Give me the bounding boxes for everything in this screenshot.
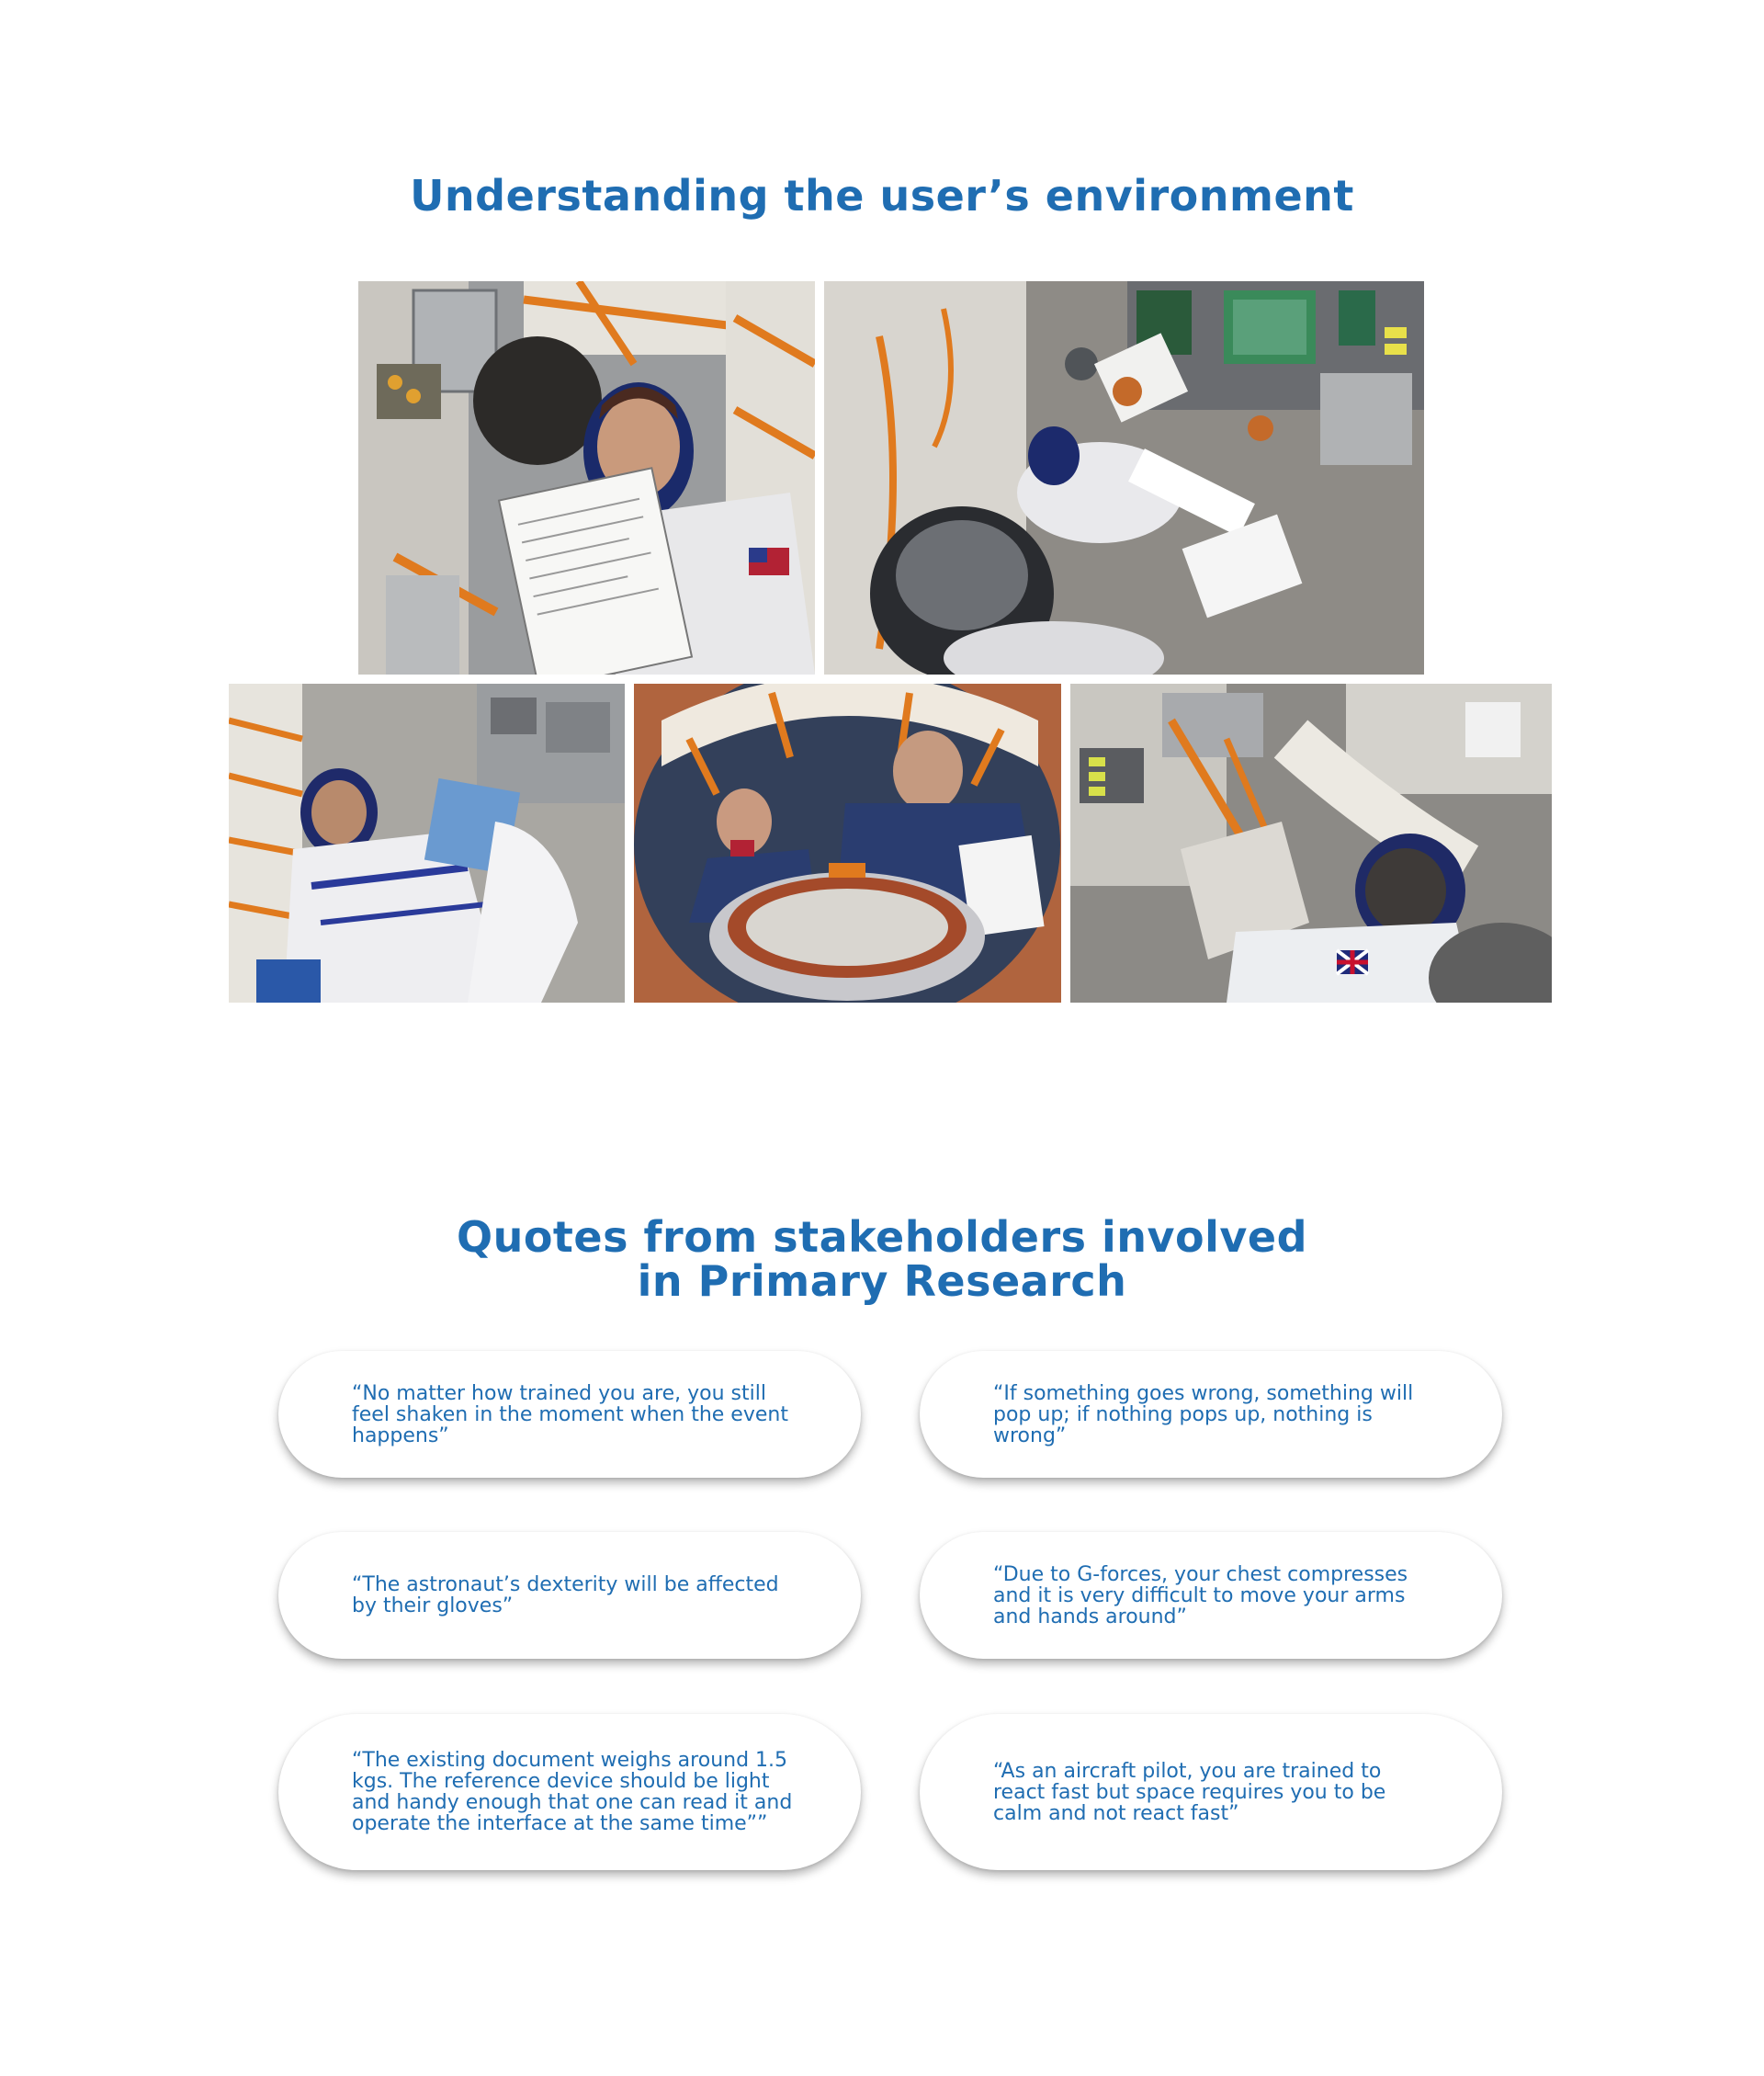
quote-card (278, 1351, 861, 1478)
section-title-environment: Understanding the user’s environment (410, 171, 1354, 221)
section-title-quotes (0, 1212, 1764, 1306)
quote-card (278, 1714, 861, 1870)
quote-text: “If something goes wrong, something will pop up; if nothing pops up, nothing is wrong” (993, 1381, 1414, 1447)
quote-text: “No matter how trained you are, you still feel shaken in the moment when the event happens” (352, 1381, 788, 1447)
astronaut-with-checklist-image (358, 281, 815, 675)
quote-text: “Due to G-forces, your chest compresses and it is very difficult to move your arms and hands around” (993, 1562, 1408, 1628)
section-title-quotes-line2: in Primary Research (637, 1256, 1127, 1306)
quote-card (920, 1351, 1502, 1478)
quote-card (920, 1532, 1502, 1659)
crew-at-hatch-image (634, 684, 1061, 1003)
quote-card (920, 1714, 1502, 1870)
quote-text: “The astronaut’s dexterity will be affected by their gloves” (352, 1573, 779, 1617)
quote-card (278, 1532, 861, 1659)
astronaut-reclined-in-seat-image (229, 684, 625, 1003)
quote-text: “As an aircraft pilot, you are trained to react fast but space requires you to be calm and not react fast” (993, 1759, 1386, 1825)
quote-text: “The existing document weighs around 1.5 kgs. The reference device should be light and handy enough that one can read it and operate the interface at the same time”” (352, 1749, 793, 1835)
cockpit-control-panel-image (824, 281, 1424, 675)
section-title-quotes-line1: Quotes from stakeholders involved (456, 1212, 1308, 1262)
astronaut-reaching-panel-image (1070, 684, 1552, 1003)
